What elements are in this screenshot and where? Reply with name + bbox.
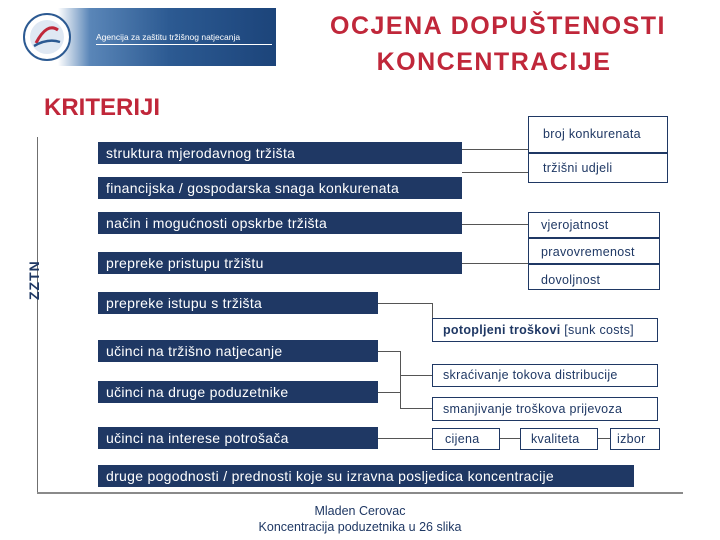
criterion-bar: učinci na druge poduzetnike — [98, 381, 378, 403]
connector-line — [462, 149, 528, 150]
logo-text: Agencija za zaštitu tržišnog natjecanja — [96, 32, 241, 42]
connector-line — [462, 172, 528, 173]
detail-box-vjerojatnost: vjerojatnost — [528, 212, 660, 238]
section-heading: KRITERIJI — [44, 94, 161, 121]
connector-line — [400, 408, 432, 409]
agency-logo-icon — [22, 12, 72, 62]
criterion-bar: prepreke istupu s tržišta — [98, 292, 378, 314]
criterion-bar: struktura mjerodavnog tržišta — [98, 142, 462, 164]
left-divider — [37, 137, 38, 492]
page-title-line2: KONCENTRACIJE — [376, 48, 612, 76]
connector-line — [378, 392, 400, 393]
criterion-bar: učinci na tržišno natjecanje — [98, 340, 378, 362]
detail-box-izbor: izbor — [610, 428, 660, 450]
connector-line — [462, 224, 528, 225]
connector-line — [462, 263, 528, 264]
detail-box-pravovremenost: pravovremenost — [528, 238, 660, 264]
connector-line — [378, 351, 400, 352]
criterion-bar: način i mogućnosti opskrbe tržišta — [98, 212, 462, 234]
connector-line — [400, 351, 401, 408]
detail-potopljeni-note: [sunk costs] — [560, 323, 634, 337]
criterion-bar: prepreke pristupu tržištu — [98, 252, 462, 274]
detail-potopljeni-label: potopljeni troškovi — [443, 323, 561, 337]
criterion-bar: financijska / gospodarska snaga konkurenata — [98, 177, 462, 199]
page-title-line1: OCJENA DOPUŠTENOSTI — [330, 12, 666, 40]
connector-line — [378, 438, 432, 439]
connector-line — [432, 303, 433, 318]
connector-line — [500, 438, 520, 439]
detail-box-cijena: cijena — [432, 428, 500, 450]
footer-author: Mladen Cerovac — [314, 504, 406, 518]
bottom-divider — [37, 492, 683, 494]
detail-box-kvaliteta: kvaliteta — [520, 428, 598, 450]
detail-box-dovoljnost: dovoljnost — [528, 264, 660, 290]
logo-underline — [96, 44, 272, 45]
connector-line — [400, 375, 432, 376]
detail-box-smanjivanje: smanjivanje troškova prijevoza — [432, 397, 658, 421]
side-label: ZZTN — [26, 260, 42, 300]
detail-box-potopljeni-troskovi — [432, 318, 658, 342]
detail-box-skracivanje: skraćivanje tokova distribucije — [432, 364, 658, 387]
footer-caption: Koncentracija poduzetnika u 26 slika — [258, 520, 462, 534]
criterion-bar: učinci na interese potrošača — [98, 427, 378, 449]
connector-line — [598, 438, 610, 439]
detail-box-trzisni-udjeli: tržišni udjeli — [528, 153, 668, 183]
detail-box-broj-konkurenata: broj konkurenata — [528, 116, 668, 153]
connector-line — [378, 303, 432, 304]
criterion-bar: druge pogodnosti / prednosti koje su izravna posljedica koncentracije — [98, 465, 634, 487]
